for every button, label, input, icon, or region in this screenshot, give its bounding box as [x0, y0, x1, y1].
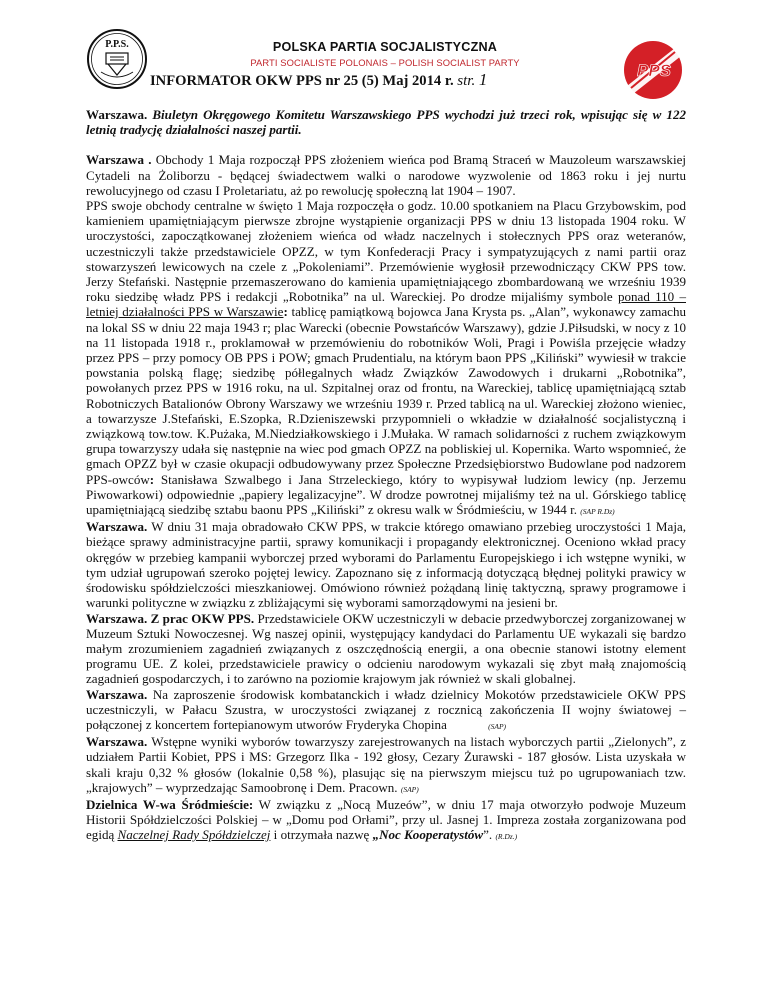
pps-red-logo [623, 40, 683, 100]
p7-text-2: i otrzymała nazwę [270, 827, 373, 843]
bulletin-info [150, 70, 620, 90]
p7-link: Naczelnej Rady Spółdzielczej [117, 827, 271, 843]
paragraph-election-results [86, 734, 686, 797]
p2-text-e: Stanisława Szwalbego i Jana Strzeleckiego, który to wypisywał ludziom lewicy (np. Jerzemu Piwowarkowi) odpowiednie „papiery legalizacyjne”. W drodze powrotnej mijaliśmy też na ul. Górskiego tablicę upamiętniającą siedzibę sztabu baonu PPS „Kiliński” z okresu walk w Śródmieściu, w 1944 r. [86, 471, 686, 518]
intro-paragraph [86, 107, 686, 137]
p2-colon: : [283, 304, 292, 320]
pps-seal-logo [86, 28, 148, 90]
p2-source: (SAP R.Dz) [580, 507, 615, 517]
p2-text-a: PPS swoje obchody centralne w święto 1 Maja rozpoczęła o godz. 10.00 spotkaniem na Placu Grzybowskim, pod kamieniem upamiętniającym pierwsze zbrojne wystąpienie organizacji PPS w dniu 13 listopada 1904 roku. W uroczystości, zapoczątkowanej złożeniem wieńca od władz naczelnych i stołecznych PPS oraz weteranów, uczestniczyli także przedstawiciele OPZZ, w tym Konfederacji Pracy i sympatyzujących z nami partii oraz stowarzyszeń lewicowych na czele z „Pokoleniami”. Przemówienie wygłosił przewodniczący CKW PPS tow. Jerzy Stefański. Następnie przemaszerowano do kamienia upamiętniającego zbombardowaną we wrześniu 1939 roku siedzibę władz PPS i redakcji „Robotnika” na ul. Wareckiej. Po drodze mijaliśmy symbole [86, 198, 686, 305]
p5-text: Na zaproszenie środowisk kombatanckich i władz dzielnicy Mokotów przedstawiciele OKW PPS uczestniczyli, w Pałacu Szustra, w uroczystości związanej z rocznicą zakończenia II wojny światowej – połączonej z koncertem fortepianowym utworów Fryderyka Chopina [86, 686, 686, 732]
paragraph-night-of-museums [86, 797, 686, 845]
p7-end: ”. [483, 827, 496, 843]
p2-underlined: ponad 110 – letniej działalności PPS w Warszawie [86, 289, 686, 320]
p4-text: Przedstawiciele OKW uczestniczyli w debacie przedwyborczej zorganizowanej w Muzeum Sztuki Nowoczesnej. Wg naszej opinii, występujący kandydaci do Parlamentu UE wykazali się bardzo małym zrozumieniem zagadnień związanych z oszczędnością energii, a ona obecnie stanowi istotny element programu UE. Z kolei, przedstawiciele prawicy o odcieniu narodowym wykazali się zbyt małą znajomością zagadnień gospodarczych, i to zarówno na poziomie krajowym jak również w skali globalnej. [86, 610, 686, 687]
paragraph-okw-work [86, 611, 686, 687]
p2-text-c: tablicę pamiątkową bojowca Jana Krysta ps. „Alan”, wykonawcy zamachu na lokal SS w dniu 22 maja 1943 r; plac Warecki (obecnie Powstańców Warszawy), gdzie J.Piłsudski, w nocy z 10 na 11 listopada 1918 r., proklamował w przemówieniu do robotników Woli, Pragi i Powiśla przejęcie władzy przez PPS – przy pomocy OB PPS i POW; gmach Prudentialu, na którym baon PPS „Kiliński” wywiesił w trakcie powstania polską flagę; siedzibę półlegalnych władz Związków Zawodowych i drukarni „Robotnika”, powołanych przez PPS w 1916 roku, na ul. Szpitalnej oraz od frontu, na Wareckiej, tablicę upamiętniającą sztab Robotniczych Batalionów Obrony Warszawy we wrześniu 1939 r. Przed tablicą na ul. Wareckiej złożono wieniec, a towarzysze J.Stefański, E.Szopka, R.Dzieniszewski przypomnieli o wkładzie w działalność socjalistyczną i związkową tow.tow. K.Pużaka, M.Niedziałkowskiego i J.Mułaka. W ramach solidarności z ruchem związkowym grupa towarzyszy udała się następnie na wiec pod gmach OPZZ na pobliskiej ul. Kopernika. Warto wspomnieć, że gmach OPZZ był w czasie okupacji odbudowywany przez Społeczne Przedsiębiorstwo Budowlane pod nadzorem PPS-owców [86, 304, 686, 487]
bulletin-title: INFORMATOR OKW PPS nr 25 (5) Maj 2014 r. [150, 73, 454, 89]
p7-source: (R.Dz.) [495, 832, 518, 842]
p7-event-name: „Noc Kooperatystów [372, 827, 484, 843]
p2-colon-2: : [149, 471, 161, 487]
intro-lead: Warszawa. [86, 107, 148, 122]
page-label: str. [457, 73, 476, 89]
p6-source: (SAP) [400, 784, 419, 794]
p5-source: (SAP) [488, 721, 507, 731]
p3-lead: Warszawa. [86, 519, 148, 535]
seal-lettering: P.P.S. [105, 39, 129, 50]
party-name: POLSKA PARTIA SOCJALISTYCZNA [272, 40, 498, 54]
party-name-translations: PARTI SOCIALISTE POLONAIS – POLISH SOCIALIST PARTY [250, 57, 520, 68]
p5-lead: Warszawa. [86, 686, 148, 702]
p1-text: Obchody 1 Maja rozpoczął PPS złożeniem wieńca pod Bramą Straceń w Mauzoleum warszawskiej Cytadeli na Żoliborzu - będącej świadectwem walki o narodowe wyzwolenie od 1863 roku i jej nurtu rewolucyjnego od czasu I Proletariatu, aż po rewolucję społeczną lat 1904 – 1907. [86, 152, 686, 198]
logo-lettering: PPS [636, 61, 672, 80]
p6-lead: Warszawa. [86, 734, 148, 750]
p6-text: Wstępne wyniki wyborów towarzyszy zarejestrowanych na listach wyborczych partii „Zielonych”, z udziałem Partii Kobiet, PPS i MS: Grzegorz Ilka - 192 głosy, Cezary Żurawski - 187 głosów. Lista uzyskała w skali kraju 0,32 % głosów (lokalnie 0,58 %), plasując się na pierwszym miejscu tuż po ugrupowaniach tzw. „krajowych” – wyprzedzając Samoobronę i Dem. Pracown. [86, 734, 686, 795]
paragraph-may-day-citadel [86, 152, 686, 198]
intro-text: Biuletyn Okręgowego Komitetu Warszawskiego PPS wychodzi już trzeci rok, wpisując się w 122 letnią tradycję działalności naszej partii. [86, 107, 687, 138]
paragraph-mokotow [86, 687, 686, 735]
bulletin-body [86, 100, 686, 845]
p3-text: W dniu 31 maja obradowało CKW PPS, w trakcie którego omawiano przebieg uroczystości 1 Maja, bieżące sprawy administracyjne partii, sprawy komunikacji i propagandy elektronicznej. Oceniono wkład pracy okręgów w przebieg kampanii wyborczej przed wyborami do Parlamentu Europejskiego i ich wstępne wyniki, w tym udział ugrupowań szeroko pojętej lewicy. Zapoznano się z informacją dotyczącą błędnej polityki prawicy w środowisku spółdzielczości mieszkaniowej. Omówiono również pożądaną linię taktyczną, sprawy programowe i warunki polityczne w związku z zbliżającymi się wyborami samorządowymi na jesieni br. [86, 519, 686, 611]
p7-text: W związku z „Nocą Muzeów”, w dniu 17 maja otworzyło podwoje Muzeum Historii Spółdzielczości Polskiej – w „Domu pod Orłami”, przy ul. Jasnej 1. Impreza została zorganizowana pod egidą [86, 796, 687, 843]
paragraph-may-day-march [86, 198, 686, 519]
p4-lead: Warszawa. Z prac OKW PPS. [86, 610, 255, 626]
p7-lead: Dzielnica W-wa Śródmieście: [86, 796, 254, 812]
paragraph-ckw-meeting [86, 519, 686, 610]
p1-lead: Warszawa . [86, 152, 152, 168]
page-number: 1 [478, 70, 488, 89]
